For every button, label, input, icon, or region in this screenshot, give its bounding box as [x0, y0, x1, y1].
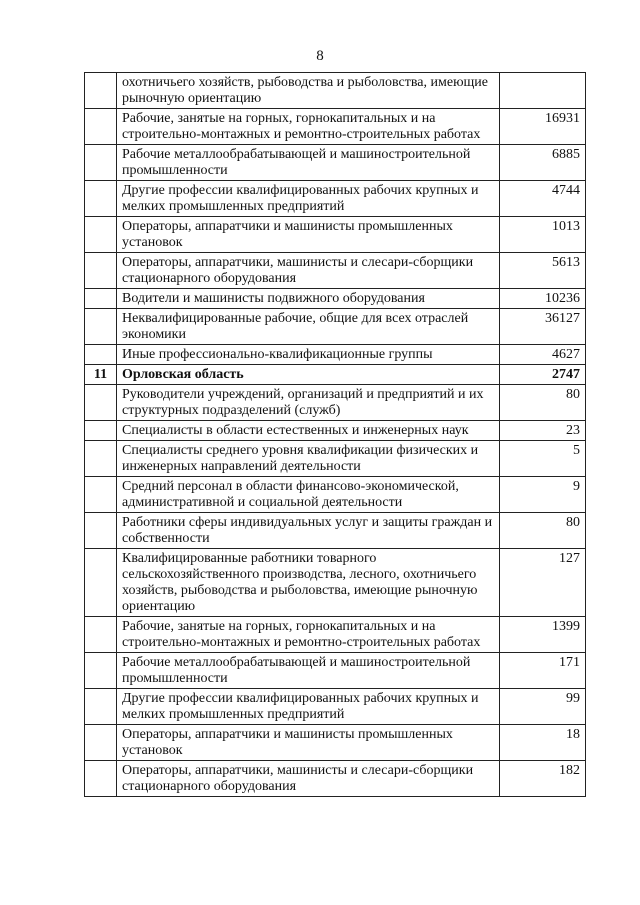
occupation-cell: Водители и машинисты подвижного оборудования [117, 289, 500, 309]
value-cell: 171 [500, 653, 586, 689]
row-number-cell [85, 109, 117, 145]
occupation-cell: Средний персонал в области финансово-экономической, административной и социальной деятельности [117, 477, 500, 513]
occupation-cell: Другие профессии квалифицированных рабочих крупных и мелких промышленных предприятий [117, 181, 500, 217]
table-row [85, 761, 586, 797]
row-number-cell [85, 477, 117, 513]
row-number-cell [85, 181, 117, 217]
table-row [85, 309, 586, 345]
table-row [85, 289, 586, 309]
table-row [85, 513, 586, 549]
value-cell: 4744 [500, 181, 586, 217]
row-number-cell [85, 653, 117, 689]
row-number-cell [85, 145, 117, 181]
table-row [85, 653, 586, 689]
occupation-cell: Операторы, аппаратчики и машинисты промышленных установок [117, 217, 500, 253]
occupation-cell: Работники сферы индивидуальных услуг и защиты граждан и собственности [117, 513, 500, 549]
value-cell: 5613 [500, 253, 586, 289]
value-cell: 127 [500, 549, 586, 617]
occupation-cell: Иные профессионально-квалификационные группы [117, 345, 500, 365]
row-number-cell [85, 73, 117, 109]
value-cell: 5 [500, 441, 586, 477]
row-number-cell [85, 309, 117, 345]
value-cell: 16931 [500, 109, 586, 145]
row-number-cell [85, 761, 117, 797]
occupation-cell: Рабочие, занятые на горных, горнокапитальных и на строительно-монтажных и ремонтно-строительных работах [117, 617, 500, 653]
value-cell: 4627 [500, 345, 586, 365]
occupation-cell: Орловская область [117, 365, 500, 385]
table-body [85, 73, 586, 797]
row-number-cell [85, 421, 117, 441]
row-number-cell [85, 689, 117, 725]
table-row [85, 181, 586, 217]
row-number-cell [85, 513, 117, 549]
occupation-cell: Руководители учреждений, организаций и предприятий и их структурных подразделений (служб) [117, 385, 500, 421]
occupation-cell: Рабочие металлообрабатывающей и машиностроительной промышленности [117, 653, 500, 689]
occupation-cell: Квалифицированные работники товарного сельскохозяйственного производства, лесного, охотничьего хозяйств, рыбоводства и рыболовства, имеющие рыночную ориентацию [117, 549, 500, 617]
row-number-cell [85, 385, 117, 421]
value-cell: 99 [500, 689, 586, 725]
value-cell: 80 [500, 513, 586, 549]
table-row [85, 617, 586, 653]
occupation-cell: Другие профессии квалифицированных рабочих крупных и мелких промышленных предприятий [117, 689, 500, 725]
table-row [85, 689, 586, 725]
occupation-cell: Неквалифицированные рабочие, общие для всех отраслей экономики [117, 309, 500, 345]
table-row [85, 345, 586, 365]
page-number: 8 [316, 48, 324, 64]
occupation-cell: Рабочие, занятые на горных, горнокапитальных и на строительно-монтажных и ремонтно-строительных работах [117, 109, 500, 145]
value-cell: 23 [500, 421, 586, 441]
value-cell: 182 [500, 761, 586, 797]
occupation-cell: охотничьего хозяйств, рыбоводства и рыболовства, имеющие рыночную ориентацию [117, 73, 500, 109]
value-cell [500, 73, 586, 109]
table-row [85, 73, 586, 109]
value-cell: 6885 [500, 145, 586, 181]
table-row [85, 145, 586, 181]
row-number-cell [85, 617, 117, 653]
row-number-cell [85, 725, 117, 761]
occupation-cell: Специалисты в области естественных и инженерных наук [117, 421, 500, 441]
row-number-cell [85, 549, 117, 617]
table-row [85, 109, 586, 145]
value-cell: 2747 [500, 365, 586, 385]
table-row [85, 385, 586, 421]
table-row [85, 421, 586, 441]
occupation-cell: Операторы, аппаратчики и машинисты промышленных установок [117, 725, 500, 761]
table-row [85, 549, 586, 617]
table-row [85, 441, 586, 477]
occupation-cell: Специалисты среднего уровня квалификации физических и инженерных направлений деятельности [117, 441, 500, 477]
row-number-cell [85, 217, 117, 253]
value-cell: 10236 [500, 289, 586, 309]
value-cell: 18 [500, 725, 586, 761]
value-cell: 80 [500, 385, 586, 421]
occupation-cell: Рабочие металлообрабатывающей и машиностроительной промышленности [117, 145, 500, 181]
row-number-cell [85, 441, 117, 477]
table-row [85, 477, 586, 513]
value-cell: 9 [500, 477, 586, 513]
table-row [85, 253, 586, 289]
value-cell: 1399 [500, 617, 586, 653]
occupation-cell: Операторы, аппаратчики, машинисты и слесари-сборщики стационарного оборудования [117, 253, 500, 289]
row-number-cell: 11 [85, 365, 117, 385]
row-number-cell [85, 345, 117, 365]
occupation-cell: Операторы, аппаратчики, машинисты и слесари-сборщики стационарного оборудования [117, 761, 500, 797]
table-row [85, 725, 586, 761]
table-row [85, 217, 586, 253]
table-row [85, 365, 586, 385]
value-cell: 1013 [500, 217, 586, 253]
value-cell: 36127 [500, 309, 586, 345]
row-number-cell [85, 253, 117, 289]
data-table [84, 72, 586, 797]
row-number-cell [85, 289, 117, 309]
